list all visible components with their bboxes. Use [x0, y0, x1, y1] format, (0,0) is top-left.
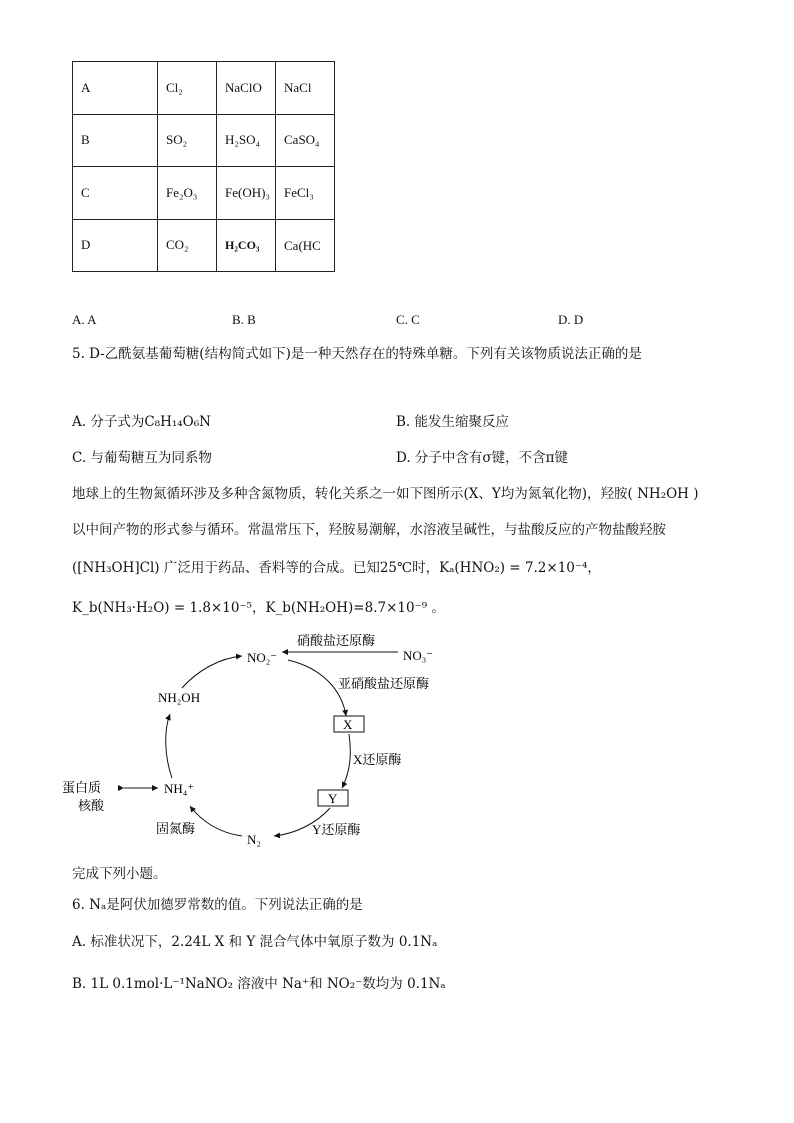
table-row [73, 219, 335, 272]
passage-line-1: 地球上的生物氮循环涉及多种含氮物质，转化关系之一如下图所示(X、Y均为氮氧化物)，羟胺( NH₂OH ) [72, 486, 699, 502]
nucleic-acid-label: 核酸 [78, 798, 105, 813]
q5-option-a: A. 分子式为C₈H₁₄O₆N [72, 414, 211, 430]
n2-label: N₂ [247, 832, 261, 847]
nh2oh-label: NH₂OH [158, 690, 201, 705]
x-label: X [343, 717, 353, 732]
cell: SO₂ [158, 114, 217, 167]
table-row [73, 114, 335, 167]
x-reductase-label: X还原酶 [353, 752, 402, 767]
q4-option-b: B. B [232, 312, 256, 327]
cell: CO₂ [158, 219, 217, 272]
table-row [73, 62, 335, 115]
table-row [73, 167, 335, 220]
cell: Fe₂O₃ [158, 167, 217, 220]
instruction: 完成下列小题。 [72, 866, 167, 882]
arrow-nh4-to-nh2oh [166, 714, 172, 778]
row-label: D [73, 219, 158, 272]
nitrite-reductase-label: 亚硝酸盐还原酶 [338, 676, 430, 691]
arrow-nh2oh-to-no2 [182, 656, 242, 688]
q5-option-d: D. 分子中含有σ键，不含π键 [396, 450, 569, 466]
nh4-label: NH₄⁺ [164, 781, 195, 796]
q4-option-c: C. C [396, 312, 420, 327]
protein-label: 蛋白质 [62, 780, 102, 795]
nitrate-reductase-label: 硝酸盐还原酶 [297, 633, 376, 648]
row-label: A [73, 62, 158, 115]
y-label: Y [328, 791, 338, 806]
passage-line-4: K_b(NH₃·H₂O) = 1.8×10⁻⁵，K_b(NH₂OH)=8.7×10⁻⁹ 。 [72, 600, 445, 616]
passage-line-3: ([NH₃OH]Cl) 广泛用于药品、香料等的合成。已知25℃时，Kₐ(HNO₂) = 7.2×10⁻⁴， [72, 560, 601, 576]
arrow-n2-to-nh4 [190, 806, 242, 836]
nitrogenase-label: 固氮酶 [156, 821, 196, 836]
no3-label: NO₃⁻ [403, 648, 434, 663]
cell: NaClO [217, 62, 276, 115]
cell: Cl₂ [158, 62, 217, 115]
cell: H₂SO₄ [217, 114, 276, 167]
cell-text: Ca(HC [284, 237, 321, 253]
cell: H₂CO₃ [217, 219, 276, 272]
nitrogen-cycle-diagram [60, 630, 480, 855]
row-label: C [73, 167, 158, 220]
q5-option-b: B. 能发生缩聚反应 [396, 414, 510, 430]
row-label: B [73, 114, 158, 167]
q5-stem: 5. D-乙酰氨基葡萄糖(结构简式如下)是一种天然存在的特殊单糖。下列有关该物质说法正确的是 [72, 346, 642, 362]
q5-option-c: C. 与葡萄糖互为同系物 [72, 450, 212, 466]
cell: CaSO₄ [276, 114, 335, 167]
arrow-x-to-y [342, 734, 350, 788]
reagent-table [72, 61, 335, 272]
y-reductase-label: Y还原酶 [312, 822, 361, 837]
q4-option-d: D. D [558, 312, 584, 327]
passage-line-2: 以中间产物的形式参与循环。常温常压下，羟胺易潮解，水溶液呈碱性，与盐酸反应的产物盐酸羟胺 [72, 522, 666, 538]
cell [276, 219, 335, 272]
q6-stem: 6. Nₐ是阿伏加德罗常数的值。下列说法正确的是 [72, 897, 363, 913]
no2-label: NO₂⁻ [247, 650, 278, 665]
cell: NaCl [276, 62, 335, 115]
q6-option-b: B. 1L 0.1mol·L⁻¹NaNO₂ 溶液中 Na⁺和 NO₂⁻数均为 0.1Nₐ [72, 976, 446, 992]
q4-option-a: A. A [72, 312, 97, 327]
cell: Fe(OH)₃ [217, 167, 276, 220]
q6-option-a: A. 标准状况下，2.24L X 和 Y 混合气体中氧原子数为 0.1Nₐ [72, 934, 438, 950]
cell: FeCl₃ [276, 167, 335, 220]
